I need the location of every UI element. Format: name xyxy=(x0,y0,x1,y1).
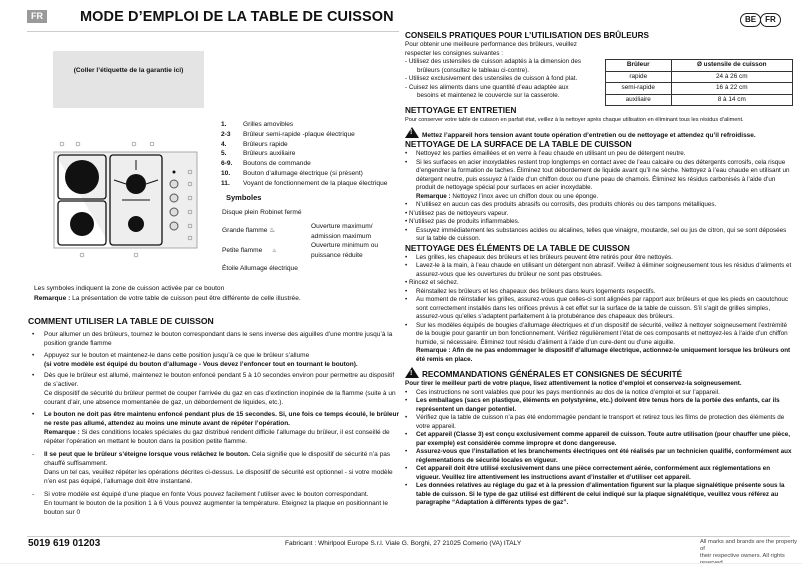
divider xyxy=(27,31,399,32)
usage-instructions xyxy=(28,330,400,519)
part-item: 1. Grilles amovibles xyxy=(221,121,294,128)
list-item: • Cet appareil doit être utilisé exclusivement dans une pièce correctement aérée, conformément aux réglementations en vigueur. Veuillez lire attentivement les instructions avant d’installer et d’utiliser cet appareil. xyxy=(405,465,771,481)
warning-icon xyxy=(405,367,419,378)
right-column xyxy=(405,31,793,508)
country-badge-fr: FR xyxy=(760,13,781,27)
language-badge: FR xyxy=(27,10,47,23)
list-item: • N’utilisez pas de nettoyeurs vapeur. xyxy=(405,209,509,217)
list-item: • N’utilisez pas de produits inflammables. xyxy=(405,218,520,225)
list-item: • Dès que le brûleur est allumé, maintenez le bouton enfoncé pendant 5 à 10 secondes environ pour permettre au dispositif de s’activer. Ce dispositif de sécurité du brûleur permet de couper l’arrivée du gaz en cas d’extinction inopinée de la flamme (suite à un courant d’air, une absence momentanée de gaz, un débordement de liquides, etc.). xyxy=(32,372,396,406)
warning-icon xyxy=(405,127,419,138)
part-item: 10. Bouton d’allumage électrique (si présent) xyxy=(221,169,363,177)
symbols-heading: Symboles xyxy=(226,193,262,202)
symbol-ignition-star: Étoile Allumage électrique xyxy=(222,265,298,272)
symbol-small-flame: Petite flamme ♨ xyxy=(222,247,277,254)
tips-item: - Utilisez des ustensiles de cuisson adaptés à la dimension des brûleurs (consultez le tableau ci-contre). xyxy=(405,58,582,74)
part-item: 2-3 Brûleur semi-rapide -plaque électrique xyxy=(221,130,355,138)
list-item: - Il se peut que le brûleur s’éteigne lorsque vous relâchez le bouton. Cela signifie que le dispositif de sécurité n’a pas chauffé suffisamment. Dans un tel cas, veuillez répéter les opérations décrites ci-dessus. Le dispositif de sécurité est optionnel - si votre modèle n’en est pas équipé, l’allumage doit être instantané. xyxy=(32,450,393,485)
table-row: rapide 24 à 26 cm xyxy=(606,71,793,83)
list-item: • Pour allumer un des brûleurs, tournez le bouton correspondant dans le sens inverse des aiguilles d’une montre jusqu’à la position grande flamme xyxy=(32,331,393,347)
list-item: • Vérifiez que la table de cuisson n’a pas été endommagée pendant le transport et retirez tous les films de protection des éléments de votre appareil. xyxy=(405,414,785,430)
usage-heading: COMMENT UTILISER LA TABLE DE CUISSON xyxy=(28,316,214,326)
safety-intro: Pour tirer le meilleur parti de votre plaque, lisez attentivement la notice d’emploi et conservez-la soigneusement. xyxy=(405,380,742,387)
list-item: • Cet appareil (Classe 3) est conçu exclusivement comme appareil de cuisson. Toute autre utilisation (pour chauffer une pièce, par exemple) est considérée comme impropre et donc dangereuse. xyxy=(405,431,790,447)
electric-plate xyxy=(65,160,99,194)
part-item: 5. Brûleurs auxiliaire xyxy=(221,150,296,158)
parts-list xyxy=(221,120,387,189)
safety-heading: !RECOMMANDATIONS GÉNÉRALES ET CONSIGNES DE SÉCURITÉ xyxy=(405,367,793,380)
tips-item: - Utilisez exclusivement des ustensiles de cuisson à fond plat. xyxy=(405,75,578,82)
list-item: • N’utilisez en aucun cas des produits abrasifs ou corrosifs, des produits chlorés ou des tampons métalliques. xyxy=(405,201,717,208)
small-flame-icon: ♨ xyxy=(272,248,277,254)
table-row: semi-rapide 16 à 22 cm xyxy=(606,83,793,95)
list-item: • Au moment de réinstaller les grilles, assurez-vous que celles-ci sont alignées par rapport aux brûleurs et que les pieds en caoutchouc sont correctement installés dans les orifices prévus à cet effet sur la surface de la table de cuisson. S’il s’agit de grilles simples, assurez-vous qu’elles s’adaptent parfaitement à la protubérance des chapeaux des brûleurs. xyxy=(405,296,789,320)
list-item: • Nettoyez les parties émaillées et en verre à l’eau chaude en utilisant un peu de détergent neutre. xyxy=(405,150,686,157)
list-item: • Ces instructions ne sont valables que pour les pays mentionnés au dos de la notice d’emploi et sur l’appareil. xyxy=(405,388,720,396)
part-item: 6-9. Boutons de commande xyxy=(221,160,311,168)
list-item: • Assurez-vous que l’installation et les branchements électriques ont été réalisés par un technicien qualifié, conformément aux réglementations de sécurité locales en vigueur. xyxy=(405,448,792,464)
list-item: • Les grilles, les chapeaux des brûleurs et les brûleurs peuvent être retirés pour être nettoyés. xyxy=(405,253,673,261)
list-item: • Appuyez sur le bouton et maintenez-le dans cette position jusqu’à ce que le brûleur s’allume (si votre modèle est équipé du bouton d’allumage - Vous devez l’enfoncer tout en tournant le bouton). xyxy=(32,351,358,368)
elements-heading: NETTOYAGE DES ÉLÉMENTS DE LA TABLE DE CUISSON xyxy=(405,243,630,253)
list-item: - Si votre modèle est équipé d’une plaque en fonte Vous pouvez facilement l’utiliser avec le bouton correspondant. En tournant le bouton de la position 1 à 6 Vous pouvez augmenter la température. Eteignez la plaque en positionnant le bouton sur 0 xyxy=(32,490,389,516)
symbol-large-flame: Grande flamme ♨ xyxy=(222,227,276,234)
burner-size-table: Brûleur Ø ustensile de cuisson rapide 24 à 26 cm semi-rapide 16 à 22 cm auxiliaire 8 à 14 cm xyxy=(605,59,793,106)
divider xyxy=(0,563,802,564)
rights-notice: All marks and brands are the property of their respective owners. All rights xyxy=(700,539,797,559)
document-code: 5019 619 01203 xyxy=(28,538,101,549)
large-flame-desc: Ouverture maximum/ admission maximum xyxy=(311,223,373,240)
country-badge-be: BE xyxy=(740,13,761,27)
symbols-note: Les symboles indiquent la zone de cuisson activée par ce bouton Remarque : La présentation de votre table de cuisson peut être différente de celle illustrée. xyxy=(34,285,301,302)
table-row: auxiliaire 8 à 14 cm xyxy=(606,94,793,106)
footer-divider xyxy=(27,536,790,537)
warranty-label-area xyxy=(53,51,204,108)
maintenance-heading: NETTOYAGE ET ENTRETIEN xyxy=(405,106,517,115)
list-item: • Les emballages (sacs en plastique, éléments en polystyrène, etc.) doivent être tenus hors de la portée des enfants, car ils représentent un danger potentiel. xyxy=(405,397,780,413)
warranty-label-text: (Coller l’étiquette de la garantie ici) xyxy=(73,67,184,74)
list-item: • Essuyez immédiatement les substances acides ou alcalines, telles que vinaigre, moutarde, sel ou jus de citron, qui se sont déposées sur la table de cuisson. xyxy=(405,226,787,242)
manufacturer-info: Fabricant : Whirlpool Europe S.r.l. Viale G. Borghi, 27 21025 Comerio (VA) ITALY xyxy=(285,540,522,547)
burner-rapid xyxy=(70,212,94,236)
small-flame-desc: Ouverture minimum ou puissance réduite xyxy=(311,242,379,259)
tips-item: - Cuisez les aliments dans une quantité d’eau adaptée aux besoins et maintenez le couvercle sur la casserole. xyxy=(405,83,569,99)
maintenance-warning: !Mettez l’appareil hors tension avant toute opération d’entretien ou de nettoyage et attendez qu’il refroidisse. xyxy=(405,127,793,141)
part-item: 11. Voyant de fonctionnement de la plaque électrique xyxy=(221,179,388,187)
list-item: • Lavez-le à la main, à l’eau chaude en utilisant un détergent non abrasif. Veillez à éliminer soigneusement tous les résidus d’aliments et assurez-vous que les ouvertures du brûleur ne sont pas obstruées. xyxy=(405,262,792,278)
part-item: 4. Brûleurs rapide xyxy=(221,140,288,148)
country-badges xyxy=(741,13,781,27)
list-item: • Rincez et séchez. xyxy=(405,279,459,286)
list-item: • Si les surfaces en acier inoxydables restent trop longtemps en contact avec de l’eau calcaire ou des détergents corrosifs, cela risque d’engendrer la formation de taches. Éliminez tout débordement de liquide avant qu’il ne sèche. Nettoyez à l’eau chaude en utilisant un détergent neutre, puis essuyez à l’aide d’un chiffon doux ou d’une peau de chamois. Éliminez les résidus carbonisés à l’aide d’un produit de nettoyage spécial pour surfaces en acier inoxydable. Remarque : Nettoyez l’inox avec un chiffon doux ou une éponge. xyxy=(405,158,790,200)
burner-semi-rapid xyxy=(126,174,146,194)
list-item: • Le bouton ne doit pas être maintenu enfoncé pendant plus de 15 secondes. Si, une fois ce temps écoulé, le brûleur ne reste pas allumé, attendez au moins une minute avant de répéter l’opération. Remarque : Si des conditions locales spéciales du gaz distribué rendent difficile l’allumage du brûleur, il est conseillé de répéter l’opération en mettant le bouton dans la position petite flamme. xyxy=(32,410,400,445)
list-item: • Les données relatives au réglage du gaz et à la pression d’alimentation figurent sur la plaque signalétique présente sous la table de cuisson. Si le type de gaz utilisé est différent de celui indiqué sur la plaque signalétique, veuillez vous référez au paragraphe “Adaptation à différents types de gaz”. xyxy=(405,482,785,506)
symbol-closed: Disque plein Robinet fermé xyxy=(222,209,302,216)
surface-heading: NETTOYAGE DE LA SURFACE DE LA TABLE DE CUISSON xyxy=(405,140,632,149)
hob-diagram xyxy=(52,140,202,260)
list-item: • Réinstallez les brûleurs et les chapeaux des brûleurs dans leurs logements respectifs. xyxy=(405,287,656,295)
page-title: MODE D’EMPLOI DE LA TABLE DE CUISSON xyxy=(80,9,394,25)
burner-auxiliary xyxy=(128,216,144,232)
large-flame-icon: ♨ xyxy=(269,227,276,234)
tips-heading: CONSEILS PRATIQUES POUR L’UTILISATION DES BRÛLEURS xyxy=(405,31,649,40)
tips-intro: Pour obtenir une meilleure performance des brûleurs, veuillez respecter les consignes suivantes : xyxy=(405,41,577,57)
maintenance-intro: Pour conserver votre table de cuisson en parfait état, veillez à la nettoyer après chaque utilisation en éliminant tous les résidus d’aliment. xyxy=(405,117,744,123)
list-item: • Sur les modèles équipés de bougies d’allumage électriques et d’un dispositif de sécurité, veillez à nettoyer soigneusement l’extrémité de la bougie pour garantir un bon fonctionnement. Vérifiez régulièrement l’état de ces composants et nettoyez-les à l’aide d’un chiffon humide, si nécessaire. Éliminez tout résidu d’aliment à l’aide d’un cure-dent ou d’une aiguille. Remarque : Afin de ne pas endommager le dispositif d’allumage électrique, actionnez-le uniquement lorsque les brûleurs ont été remis en place. xyxy=(405,321,791,363)
